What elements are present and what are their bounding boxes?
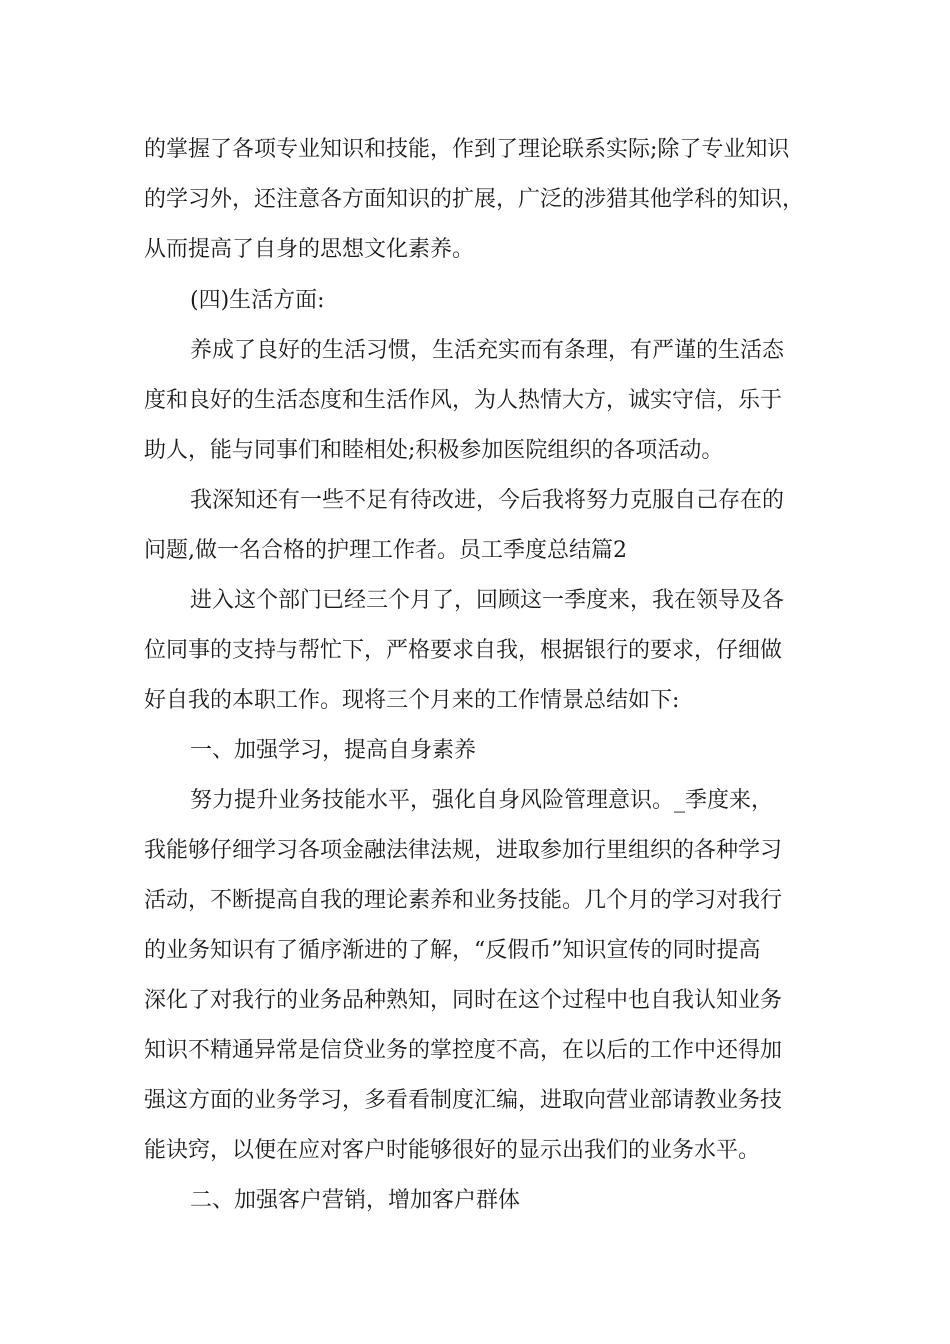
text-line: 好自我的本职工作。现将三个月来的工作情景总结如下: (144, 688, 680, 713)
text-line: 我能够仔细学习各项金融法律法规，进取参加行里组织的各种学习 (144, 838, 783, 863)
section-heading: 一、加强学习，提高自身素养 (190, 738, 477, 763)
text-line: 活动，不断提高自我的理论素养和业务技能。几个月的学习对我行 (144, 888, 783, 913)
text-line: 强这方面的业务学习，多看看制度汇编，进取向营业部请教业务技 (144, 1088, 783, 1113)
text-line: 我深知还有一些不足有待改进，今后我将努力克服自己存在的 (190, 488, 785, 513)
section-heading: (四)生活方面: (190, 288, 325, 313)
text-line: 深化了对我行的业务品种熟知，同时在这个过程中也自我认知业务 (144, 988, 783, 1013)
text-line: 位同事的支持与帮忙下，严格要求自我，根据银行的要求，仔细做 (144, 638, 783, 663)
text-line: 度和良好的生活态度和生活作风，为人热情大方，诚实守信，乐于 (144, 388, 783, 413)
text-line: 养成了良好的生活习惯，生活充实而有条理，有严谨的生活态 (190, 338, 785, 363)
text-line: 进入这个部门已经三个月了，回顾这一季度来，我在领导及各 (190, 588, 785, 613)
text-line: 问题,做一名合格的护理工作者。员工季度总结篇2 (144, 538, 627, 563)
text-line: 知识不精通异常是信贷业务的掌控度不高，在以后的工作中还得加 (144, 1038, 783, 1063)
text-line: 助人，能与同事们和睦相处;积极参加医院组织的各项活动。 (144, 438, 724, 463)
text-line: 努力提升业务技能水平，强化自身风险管理意识。_季度来， (190, 788, 774, 813)
text-line: 的掌握了各项专业知识和技能，作到了理论联系实际;除了专业知识 (144, 137, 790, 162)
text-line: 的业务知识有了循序渐进的了解，“反假币”知识宣传的同时提高 (144, 938, 761, 963)
section-heading: 二、加强客户营销，增加客户群体 (190, 1188, 521, 1213)
text-line: 从而提高了自身的思想文化素养。 (144, 237, 475, 262)
text-line: 能诀窍，以便在应对客户时能够很好的显示出我们的业务水平。 (144, 1138, 761, 1163)
text-line: 的学习外，还注意各方面知识的扩展，广泛的涉猎其他学科的知识， (144, 187, 805, 212)
